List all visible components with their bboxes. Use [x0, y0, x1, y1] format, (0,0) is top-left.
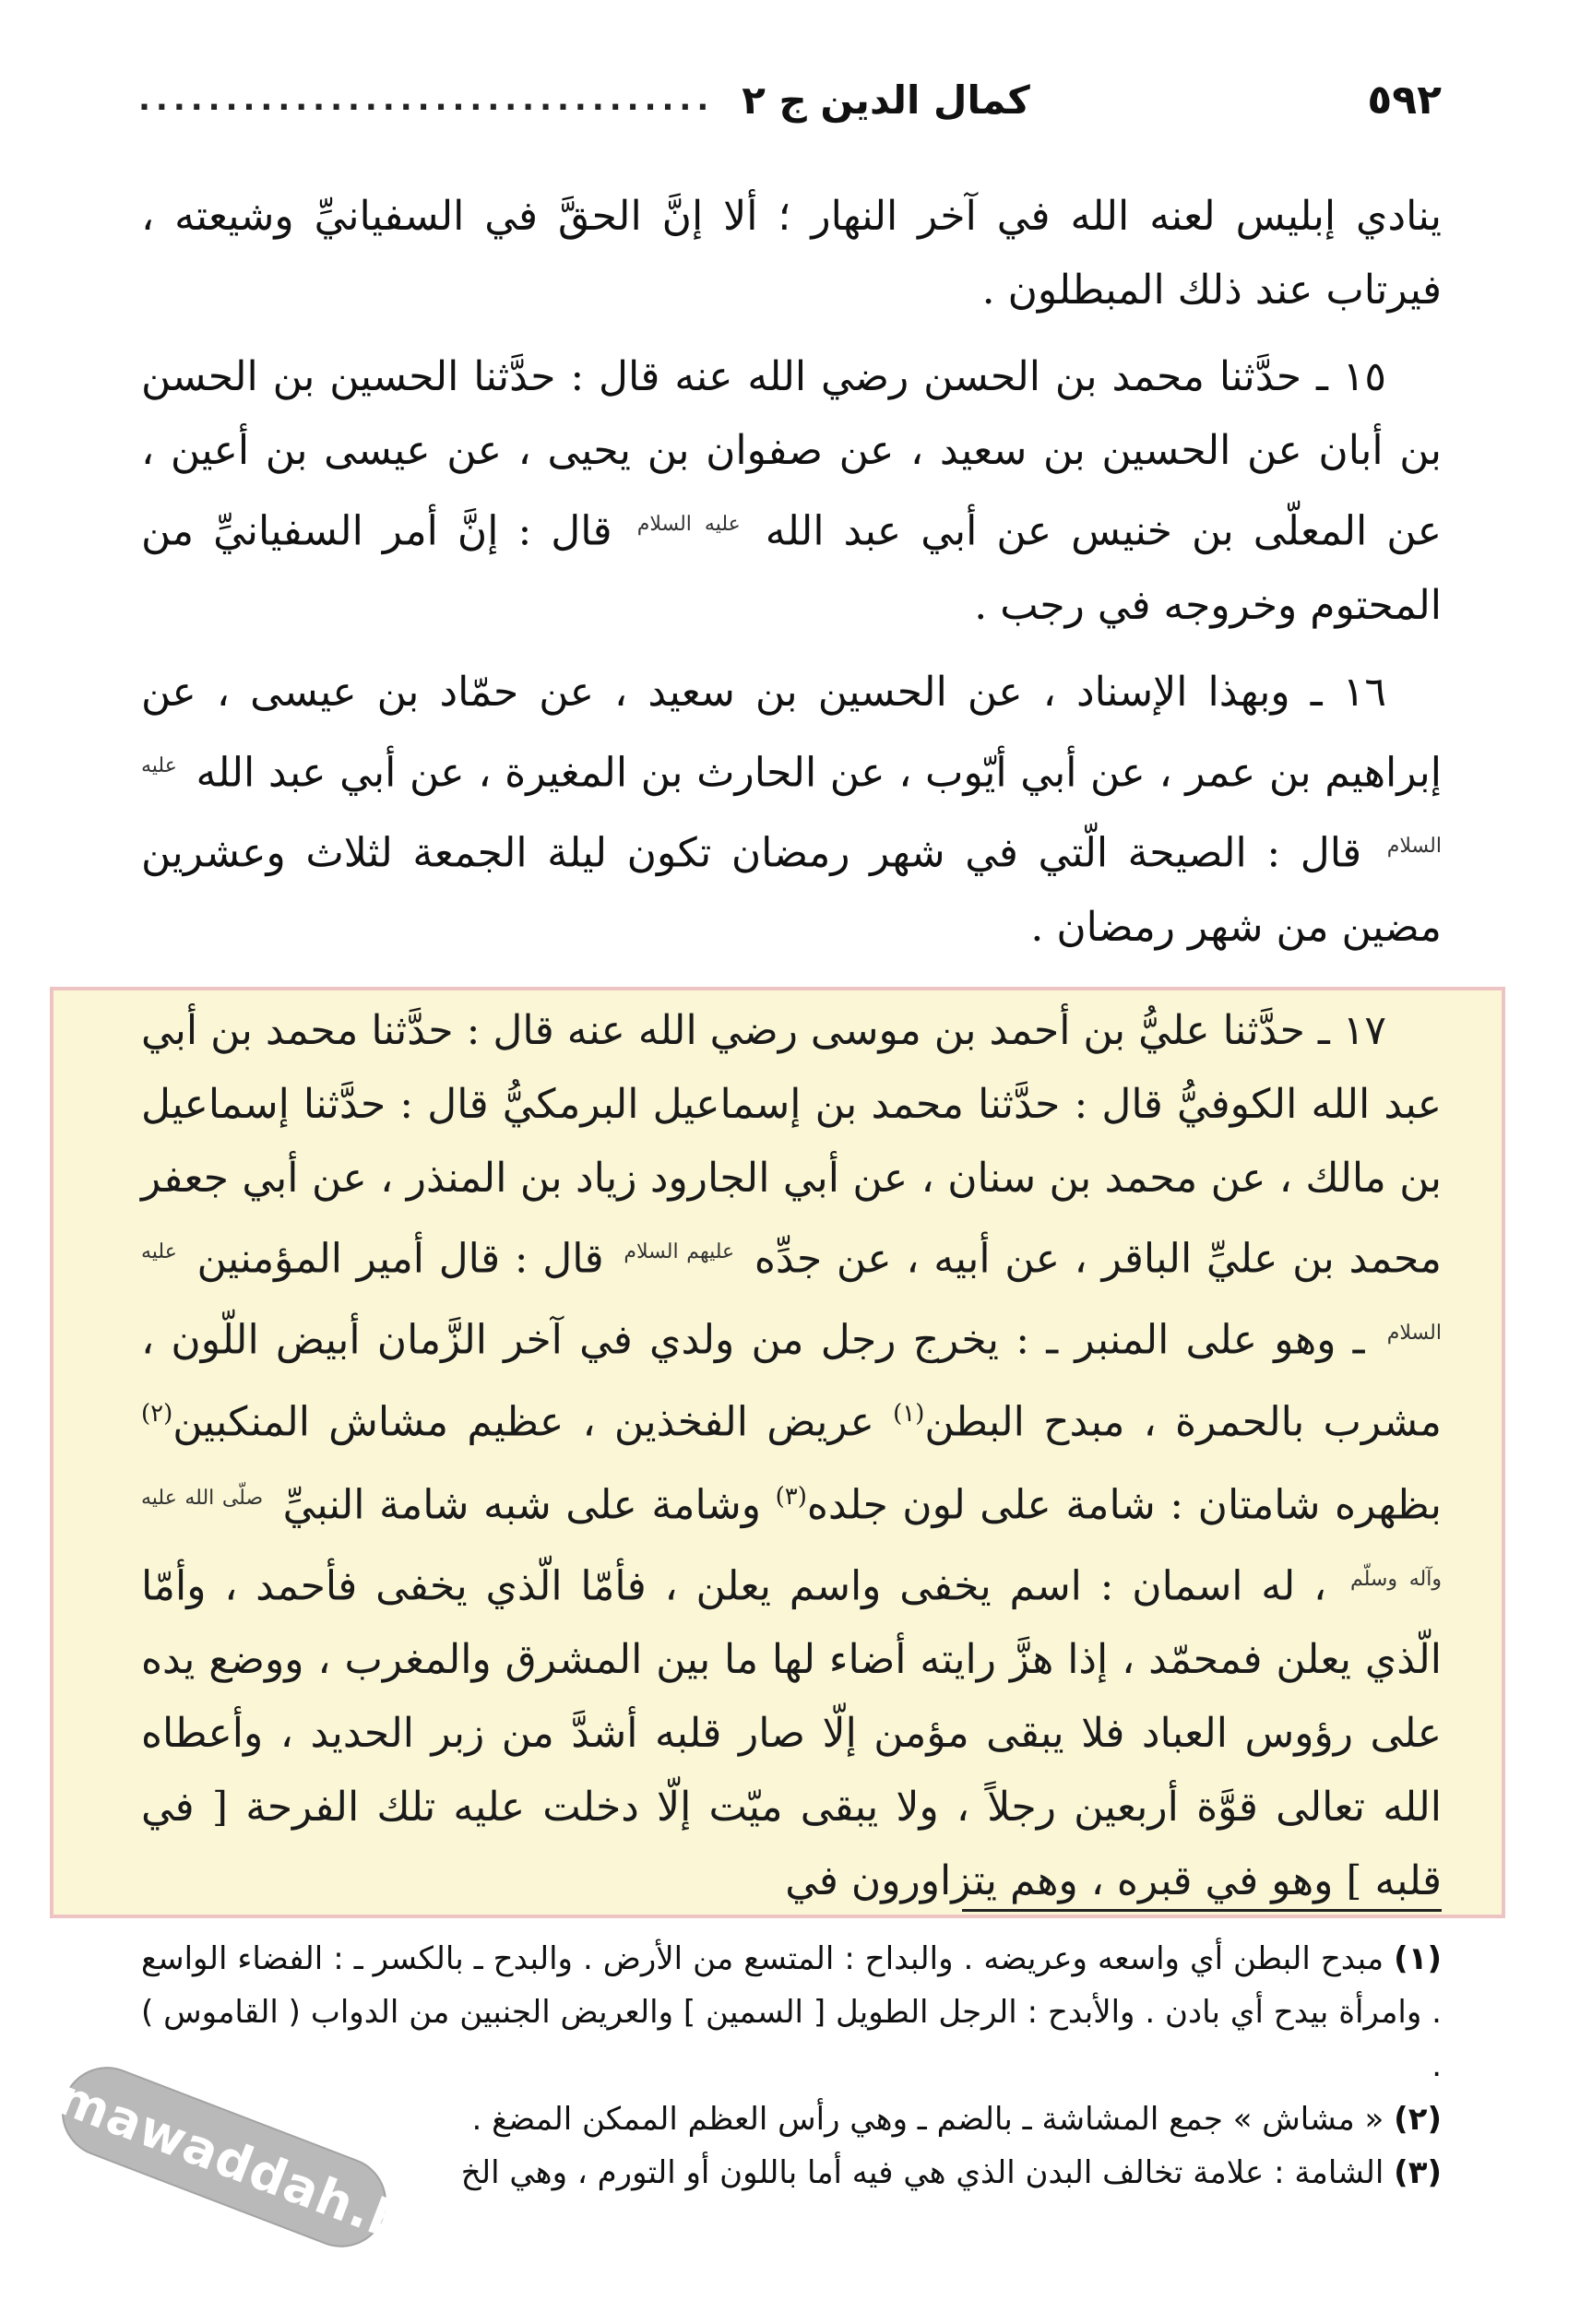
footnote-2: [141, 2093, 1442, 2146]
honorific-ligature: عليه السلام: [141, 753, 1442, 859]
running-head: [138, 77, 1030, 123]
watermark-text: almawaddah.be: [0, 2047, 448, 2267]
hadith-15-text-b: قال : إنَّ أمر السفيانيِّ من المحتوم وخروجه في رجب .: [141, 507, 1442, 629]
hadith-17-text-d: عريض الفخذين ، عظيم مشاش المنكبين: [172, 1398, 874, 1446]
header-dot-leader: .................................: [138, 81, 715, 118]
paragraph-hadith-17: [141, 994, 1442, 1918]
footnote-2-number: (٢): [1394, 2101, 1442, 2138]
honorific-ligature: عليه السلام: [141, 1240, 1442, 1345]
footnote-1-number: (١): [1394, 1940, 1443, 1977]
paragraph-hadith-15: [141, 340, 1442, 643]
hadith-17-text-c: ـ وهو على المنبر ـ : يخرج رجل من ولدي في آخر الزَّمان أبيض اللّون ، مشرب بالحمرة ، مبدح البطن: [141, 1316, 1442, 1446]
footnote-3-text: الشامة : علامة تخالف البدن الذي هي فيه أما باللون أو التورم ، وهي الخ: [460, 2154, 1384, 2191]
footnote-ref-3[interactable]: (٣): [775, 1482, 807, 1511]
hadith-15-text-a: ١٥ ـ حدَّثنا محمد بن الحسن رضي الله عنه قال : حدَّثنا الحسين بن الحسن بن أبان عن الحسين بن سعيد ، عن صفوان بن يحيى ، عن عيسى بن أعين ، عن المعلّى بن خنيس عن أبي عبد الله: [141, 353, 1442, 555]
footnote-ref-2[interactable]: (٢): [141, 1400, 173, 1429]
footnote-separator: [962, 1909, 1442, 1912]
hadith-17-text-a: ١٧ ـ حدَّثنا عليُّ بن أحمد بن موسى رضي الله عنه قال : حدَّثنا محمد بن أبي عبد الله الكوفيُّ قال : حدَّثنا محمد بن إسماعيل البرمكيُّ قال : حدَّثنا إسماعيل بن مالك ، عن محمد بن سنان ، عن أبي الجارود زياد بن المنذر ، عن أبي جعفر محمد بن عليِّ الباقر ، عن أبيه ، عن جدِّه: [141, 1007, 1442, 1283]
highlighted-passage: [141, 994, 1442, 1931]
hadith-16-text-a: ١٦ ـ وبهذا الإسناد ، عن الحسين بن سعيد ، عن حمّاد بن عيسى ، عن إبراهيم بن عمر ، عن أبي أيّوب ، عن الحارث بن المغيرة ، عن أبي عبد الله: [141, 668, 1442, 797]
footnote-2-text: « مشاش » جمع المشاشة ـ بالضم ـ وهي رأس العظم الممكن المضغ .: [471, 2101, 1384, 2138]
footnote-1-text: مبدح البطن أي واسعه وعريضه . والبداح : المتسع من الأرض . والبدح ـ بالكسر ـ : الفضاء الواسع . وامرأة بيدح أي بادن . والأبدح : الرجل الطويل [ السمين ] والعريض الجنبين من الدواب ( القاموس ) .: [141, 1940, 1442, 2084]
page-number: ٥٩٢: [1367, 76, 1442, 124]
footnote-3-number: (٣): [1394, 2154, 1442, 2191]
honorific-ligature: عليهم السلام: [624, 1240, 735, 1263]
hadith-17-text-b: قال : قال أمير المؤمنين: [196, 1235, 604, 1283]
honorific-ligature: عليه السلام: [636, 513, 741, 536]
footnote-1: [141, 1932, 1442, 2093]
honorific-ligature: صلّى الله عليه وآله وسلّم: [141, 1486, 1442, 1591]
main-text: [141, 180, 1442, 978]
hadith-17-text-e: بظهره شامتان : شامة على لون جلده: [806, 1481, 1442, 1529]
paragraph-1: ينادي إبليس لعنه الله في آخر النهار ؛ ألا إنَّ الحقَّ في السفيانيِّ وشيعته ، فيرتاب عند ذلك المبطلون .: [141, 193, 1442, 314]
paragraph-hadith-16: [141, 656, 1442, 965]
running-head-title: كمال الدين ج ٢: [742, 77, 1030, 123]
hadith-16-text-b: قال : الصيحة الّتي في شهر رمضان تكون ليلة الجمعة لثلاث وعشرين مضين من شهر رمضان .: [141, 829, 1442, 951]
hadith-17-text-f: وشامة على شبه شامة النبيِّ: [282, 1481, 762, 1529]
footnote-ref-1[interactable]: (١): [893, 1400, 925, 1429]
hadith-17-text-g: ، له اسمان : اسم يخفى واسم يعلن ، فأمّا الّذي يخفى فأحمد ، وأمّا الّذي يعلن فمحمّد ، إذا هزَّ رايته أضاء لها ما بين المشرق والمغرب ، ووضع يده على رؤوس العباد فلا يبقى مؤمن إلّا صار قلبه أشدَّ من زبر الحديد ، وأعطاه الله تعالى قوَّة أربعين رجلاً ، ولا يبقى ميّت إلّا دخلت عليه تلك الفرحة [ في قلبه ] وهو في قبره ، وهم يتزاورون في: [141, 1562, 1443, 1905]
page-header: [138, 72, 1442, 127]
